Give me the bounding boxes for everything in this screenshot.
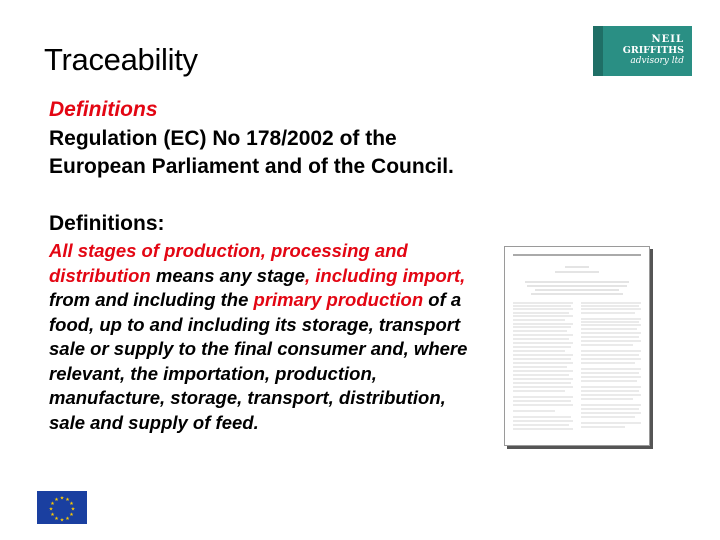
svg-text:★: ★ bbox=[54, 516, 59, 522]
definition-term: All stages of production, processing and distribution bbox=[49, 240, 408, 286]
logo-line-2: GRIFFITHS bbox=[622, 45, 684, 56]
svg-text:★: ★ bbox=[65, 516, 70, 522]
svg-text:★: ★ bbox=[70, 506, 76, 513]
slide-body bbox=[49, 96, 479, 435]
logo-line-1: NEIL bbox=[651, 34, 684, 45]
svg-text:★: ★ bbox=[54, 497, 59, 503]
svg-text:★: ★ bbox=[50, 501, 55, 507]
spacer bbox=[49, 182, 479, 210]
svg-text:★: ★ bbox=[69, 512, 74, 518]
company-logo bbox=[593, 26, 692, 76]
svg-text:★: ★ bbox=[59, 495, 65, 502]
definitions-heading: Definitions bbox=[49, 98, 158, 121]
regulation-reference: Regulation (EC) No 178/2002 of the European Parliament and of the Council. bbox=[49, 126, 454, 178]
svg-text:★: ★ bbox=[65, 497, 70, 503]
definition-segment: from and including the bbox=[49, 289, 254, 310]
logo-bar bbox=[593, 26, 603, 76]
definition-segment: of a food, up to and including its storage, transport sale or supply to the final consumer and, where relevant, the importation, production, manufacture, storage, transport, distribution, sale and supply of feed. bbox=[49, 289, 468, 433]
eu-stars bbox=[37, 491, 87, 524]
definitions-label: Definitions: bbox=[49, 211, 165, 235]
svg-text:★: ★ bbox=[50, 512, 55, 518]
svg-text:★: ★ bbox=[69, 501, 74, 507]
slide-title: Traceability bbox=[44, 42, 198, 77]
svg-text:★: ★ bbox=[59, 517, 65, 524]
definition-highlight: , including import, bbox=[304, 264, 466, 286]
regulation-document-icon bbox=[504, 246, 650, 446]
logo-line-3: advisory ltd bbox=[630, 56, 684, 66]
definition-highlight: primary production bbox=[253, 289, 424, 310]
svg-text:★: ★ bbox=[48, 506, 54, 513]
eu-flag-icon bbox=[37, 491, 87, 524]
document-lines bbox=[505, 247, 649, 445]
definition-text bbox=[49, 239, 479, 435]
definition-segment: means any stage bbox=[150, 264, 305, 286]
